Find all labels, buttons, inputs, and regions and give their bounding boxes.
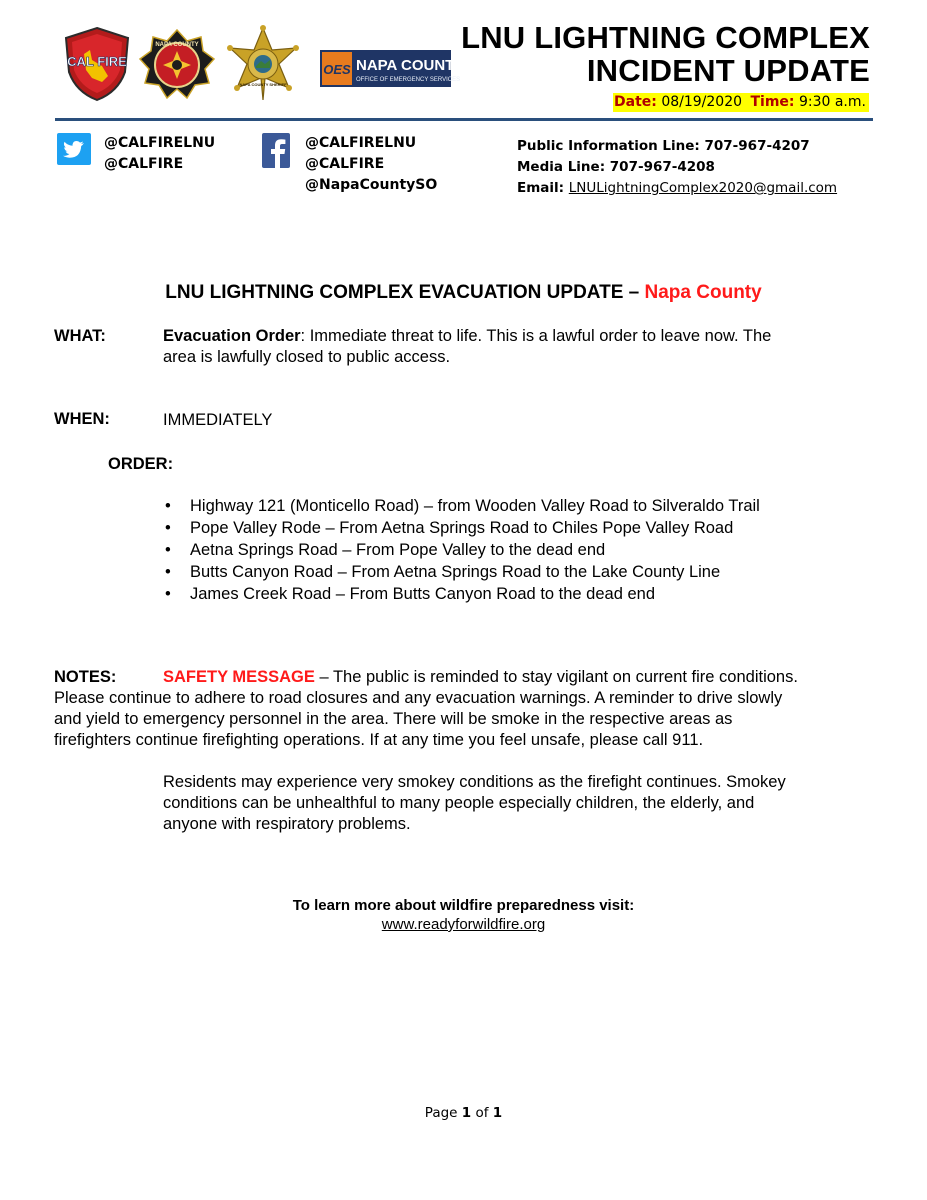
- bullet: •: [165, 585, 171, 603]
- notes-para2-line-2: conditions can be unhealthful to many people especially children, the elderly, and: [163, 794, 755, 812]
- document-title: [461, 22, 870, 86]
- notes-para2-line-3: anyone with respiratory problems.: [163, 815, 411, 833]
- notes-para2-line-1: Residents may experience very smokey conditions as the firefight continues. Smokey: [163, 773, 786, 791]
- public-info-line: Public Information Line: 707-967-4207: [517, 138, 810, 154]
- list-item: [163, 517, 760, 539]
- twitter-handle: @CALFIRELNU: [104, 135, 216, 151]
- svg-text:OFFICE OF EMERGENCY SERVICES: OFFICE OF EMERGENCY SERVICES: [356, 77, 461, 83]
- email-line: [517, 178, 837, 199]
- heading-main: LNU LIGHTNING COMPLEX EVACUATION UPDATE –: [165, 282, 640, 303]
- bullet: •: [165, 541, 171, 559]
- what-label: WHAT:: [54, 327, 106, 345]
- twitter-handles: [104, 133, 215, 175]
- svg-text:OES: OES: [323, 62, 351, 77]
- evacuation-heading: [0, 282, 927, 304]
- heading-county: Napa County: [644, 282, 762, 303]
- list-item: [163, 495, 760, 517]
- page-number: [0, 1105, 927, 1121]
- list-item: [163, 539, 760, 561]
- wildfire-preparedness-note: [0, 896, 927, 934]
- contact-info: [517, 136, 837, 199]
- svg-text:NAPA COUNTY: NAPA COUNTY: [356, 57, 465, 74]
- road-text: Butts Canyon Road – From Aetna Springs Road to the Lake County Line: [190, 563, 721, 581]
- road-text: Pope Valley Rode – From Aetna Springs Road to Chiles Pope Valley Road: [190, 519, 734, 537]
- svg-text:NAPA COUNTY SHERIFF: NAPA COUNTY SHERIFF: [239, 82, 287, 87]
- page-current: 1: [461, 1105, 472, 1121]
- facebook-handles: [305, 133, 437, 196]
- list-item: [163, 561, 760, 583]
- twitter-handle: @CALFIRE: [104, 156, 184, 172]
- facebook-handle: @CALFIRELNU: [305, 135, 417, 151]
- email-link[interactable]: LNULightningComplex2020@gmail.com: [568, 180, 838, 196]
- what-line-2: area is lawfully closed to public access.: [163, 348, 451, 366]
- time-value: 9:30 a.m.: [798, 94, 866, 110]
- when-value: IMMEDIATELY: [163, 411, 273, 429]
- of-word: of: [475, 1105, 489, 1121]
- time-label: Time:: [750, 94, 795, 110]
- learn-more-text: To learn more about wildfire preparedness visit:: [292, 897, 635, 914]
- road-text: James Creek Road – From Butts Canyon Road to the dead end: [190, 585, 656, 603]
- bullet: •: [165, 497, 171, 515]
- safety-message-label: SAFETY MESSAGE: [163, 668, 315, 686]
- header-divider: [55, 118, 873, 121]
- order-label: ORDER:: [108, 455, 174, 473]
- what-text: [163, 326, 771, 368]
- title-line-1: LNU LIGHTNING COMPLEX: [461, 20, 870, 55]
- what-bold: Evacuation Order: [163, 327, 301, 345]
- bullet: •: [165, 563, 171, 581]
- svg-text:CAL FIRE: CAL FIRE: [67, 54, 127, 69]
- date-label: Date:: [614, 94, 657, 110]
- notes-line-1-rest: – The public is reminded to stay vigilant on current fire conditions.: [314, 668, 798, 686]
- twitter-icon: [57, 133, 91, 170]
- notes-line-4: firefighters continue firefighting operations. If at any time you feel unsafe, please call 911.: [54, 731, 704, 749]
- title-line-2: INCIDENT UPDATE: [586, 53, 870, 88]
- email-label: Email:: [517, 180, 565, 196]
- date-time-bar: [613, 93, 869, 112]
- notes-paragraph-2: [163, 772, 786, 835]
- readyforwildfire-link[interactable]: www.readyforwildfire.org: [381, 916, 546, 933]
- facebook-icon: [262, 133, 290, 173]
- notes-line-1: [54, 667, 798, 688]
- svg-text:NAPA COUNTY: NAPA COUNTY: [155, 42, 199, 48]
- facebook-handle: @CALFIRE: [305, 156, 385, 172]
- list-item: [163, 583, 760, 605]
- page-word: Page: [424, 1105, 458, 1121]
- date-value: 08/19/2020: [661, 94, 743, 110]
- what-line-1-rest: : Immediate threat to life. This is a lawful order to leave now. The: [300, 327, 772, 345]
- notes-line-3: and yield to emergency personnel in the area. There will be smoke in the respective areas as: [54, 710, 733, 728]
- bullet: •: [165, 519, 171, 537]
- notes-label: NOTES:: [54, 668, 117, 686]
- facebook-handle: @NapaCountySO: [305, 177, 438, 193]
- calfire-logo: [62, 26, 132, 102]
- what-line-1: [163, 326, 771, 347]
- napa-oes-logo: [320, 50, 465, 87]
- road-text: Highway 121 (Monticello Road) – from Wooden Valley Road to Silveraldo Trail: [190, 497, 760, 515]
- notes-block: [54, 667, 798, 751]
- napa-fire-logo: [139, 29, 215, 99]
- evacuation-road-list: [163, 495, 760, 605]
- page-total: 1: [492, 1105, 503, 1121]
- sheriff-star-logo: [223, 26, 303, 102]
- road-text: Aetna Springs Road – From Pope Valley to the dead end: [190, 541, 606, 559]
- when-label: WHEN:: [54, 410, 110, 428]
- notes-line-2: Please continue to adhere to road closures and any evacuation warnings. A reminder to drive slowly: [54, 689, 783, 707]
- media-line: Media Line: 707-967-4208: [517, 159, 715, 175]
